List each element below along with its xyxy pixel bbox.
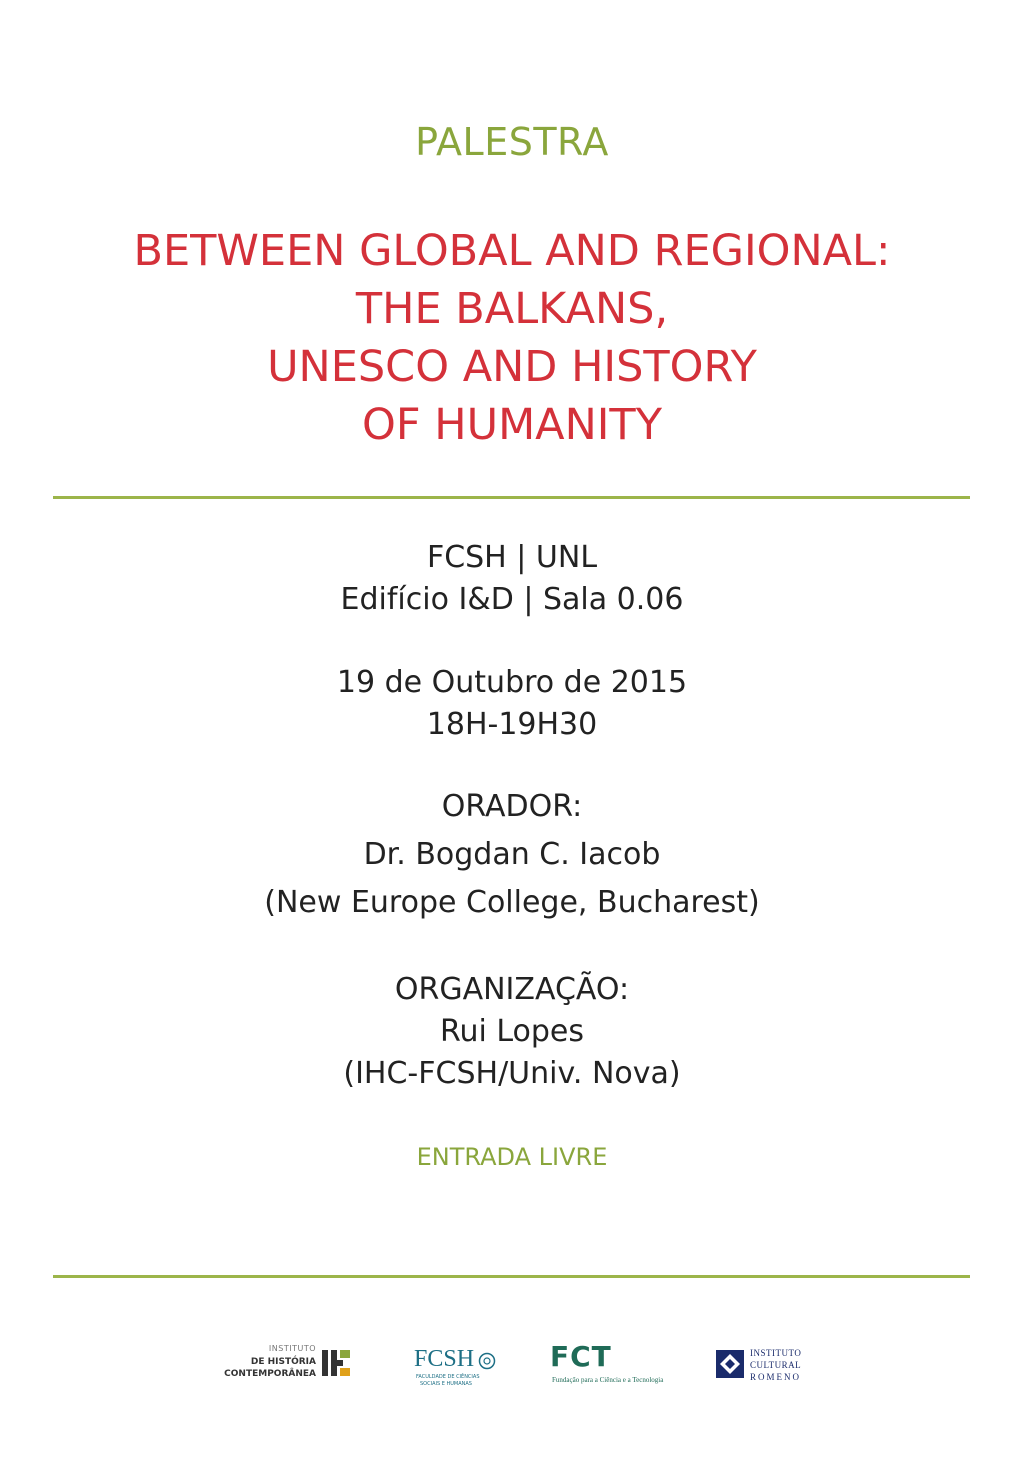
- venue-room: Edifício I&D | Sala 0.06: [340, 582, 684, 617]
- icr-logo: [716, 1338, 826, 1398]
- top-divider: [53, 496, 970, 499]
- lecture-title: [0, 222, 1024, 454]
- fcsh-mark: FCSH: [414, 1346, 475, 1372]
- fct-logo: [548, 1338, 678, 1398]
- fct-subtitle: Fundação para a Ciência e a Tecnologia: [552, 1376, 664, 1384]
- icr-line2: CULTURAL: [750, 1360, 802, 1370]
- organizer-name: Rui Lopes: [439, 1014, 585, 1049]
- speaker-name: Dr. Bogdan C. Iacob: [363, 837, 661, 872]
- ihc-mark-icon: [320, 1346, 352, 1380]
- event-type: PALESTRA: [415, 120, 609, 164]
- schedule: [0, 662, 1024, 746]
- fcsh-logo: [414, 1338, 504, 1398]
- fcsh-seal-icon: [478, 1352, 496, 1370]
- speaker-label: ORADOR:: [441, 789, 583, 824]
- venue-institution: FCSH | UNL: [426, 540, 598, 575]
- organization-block: [0, 969, 1024, 1095]
- bottom-divider: [53, 1275, 970, 1278]
- ihc-line3: CONTEMPORÂNEA: [224, 1369, 316, 1379]
- free-entry-note: ENTRADA LIVRE: [416, 1143, 608, 1171]
- ihc-line1: INSTITUTO: [268, 1344, 316, 1353]
- venue: [0, 537, 1024, 621]
- event-time: 18H-19H30: [426, 707, 598, 742]
- event-date: 19 de Outubro de 2015: [336, 665, 688, 700]
- ihc-logo: [226, 1338, 356, 1398]
- fcsh-sub2: SOCIAIS E HUMANAS: [420, 1381, 472, 1387]
- icr-line3: ROMENO: [750, 1372, 802, 1382]
- ihc-line2: DE HISTÓRIA: [250, 1357, 316, 1367]
- organizer-affiliation: (IHC-FCSH/Univ. Nova): [343, 1056, 681, 1091]
- organization-label: ORGANIZAÇÃO:: [394, 972, 630, 1007]
- title-line: BETWEEN GLOBAL AND REGIONAL:: [133, 226, 891, 276]
- icr-line1: INSTITUTO: [750, 1348, 802, 1358]
- speaker-block: [0, 783, 1024, 927]
- title-line: OF HUMANITY: [362, 400, 662, 450]
- sponsor-logos: [0, 1338, 1024, 1398]
- speaker-affiliation: (New Europe College, Bucharest): [264, 885, 760, 920]
- fct-mark: FCT: [550, 1340, 612, 1373]
- title-line: THE BALKANS,: [355, 284, 669, 334]
- icr-emblem-icon: [716, 1350, 744, 1378]
- title-line: UNESCO AND HISTORY: [267, 342, 757, 392]
- fcsh-sub1: FACULDADE DE CIÊNCIAS: [416, 1374, 480, 1380]
